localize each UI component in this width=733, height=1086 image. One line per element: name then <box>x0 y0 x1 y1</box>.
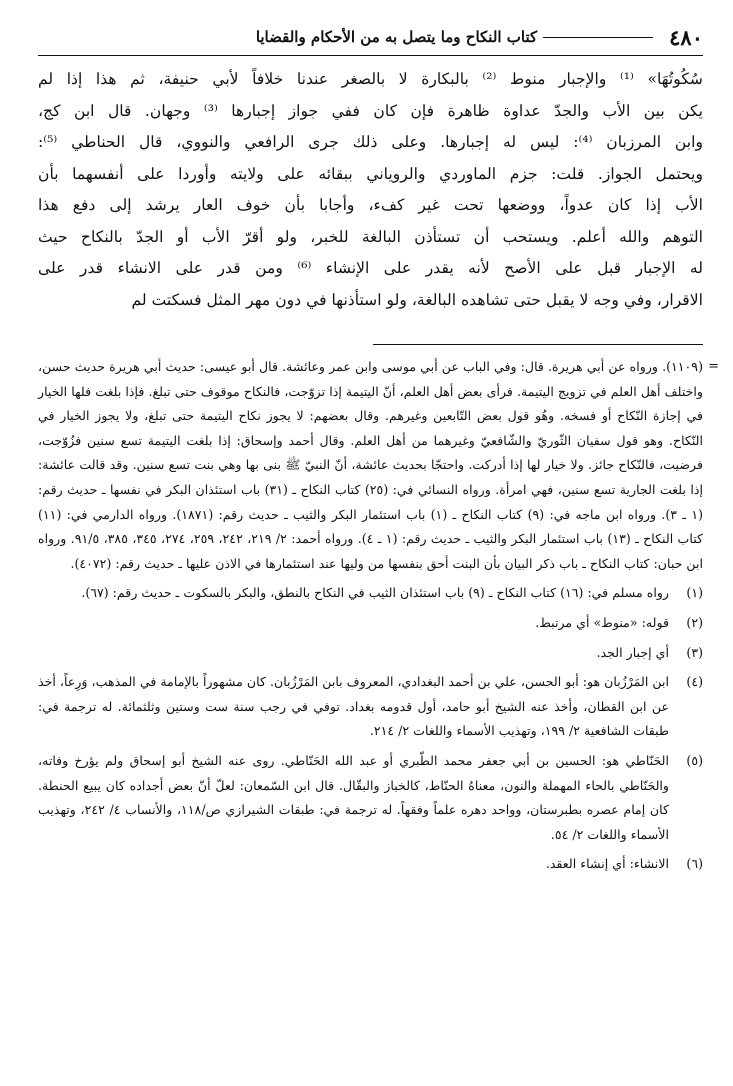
footnote-5 <box>38 749 703 847</box>
footnote-4 <box>38 670 703 744</box>
footnote-number: (٤) <box>686 674 703 690</box>
footnote-text: الحَنّاطي هو: الحسين بن أبي جعفر محمد الطّبري أو عبد الله الحَنّاطي. روى عنه الشيخ أبو إسحاق ولم يؤرخ وفاته، والحَنّاطي بالحاء المهملة والنون، معناهُ الحنّاط، كالخباز والبقّال. قال ابن السّمعان: لعلّ أنّ بعض أجداده كان يبيع الحنطة. كان إمام عصره بطبرستان، وواحد دهره علماً وفقهاً. له ترجمة في: طبقات الشيرازي ص/١١٨، والأنساب ٤/ ٢٤٢، وتهذيب الأسماء واللغات ٢/ ٥٤. <box>38 752 669 842</box>
main-line: يكن بين الأب والجدّ عداوة ظاهرة فإن كان ففي جواز إجبارها ⁽³⁾ وجهان. قال ابن كج، <box>38 101 703 120</box>
footnote-continuation <box>38 355 719 576</box>
book-page <box>38 22 719 1076</box>
footnote-1 <box>38 581 703 606</box>
footnotes <box>38 355 719 877</box>
footnote-text: قوله: «منوط» أي مرتبط. <box>535 614 669 630</box>
main-text <box>38 64 703 316</box>
main-line: التوهم والله أعلم. ويستحب أن تستأذن البالغة للخبر، ولو أقرّ الأب أو الجدّ بالنكاح حيث <box>38 227 703 246</box>
footnote-number: (٣) <box>686 644 703 660</box>
footnote-6 <box>38 852 703 877</box>
footnote-number: (٦) <box>686 856 703 872</box>
footnote-text: الانشاء: أي إنشاء العقد. <box>545 856 669 872</box>
header-dash-rule <box>543 37 653 38</box>
continuation-mark: = <box>708 359 719 374</box>
main-line: سُكُوتُهَا» ⁽¹⁾ والإجبار منوط ⁽²⁾ بالبكارة لا بالصغر عندنا خلافاً لأبي حنيفة، ثم هذا إذا لم <box>38 70 703 88</box>
footnote-text: رواه مسلم في: (١٦) كتاب النكاح ـ (٩) باب استئذان الثيب في النكاح بالنطق، والبكر بالسكوت ـ حديث رقم: (٦٧). <box>81 585 669 601</box>
footnote-3 <box>38 641 703 666</box>
running-title: كتاب النكاح وما يتصل به من الأحكام والقضايا <box>255 28 538 46</box>
page-header <box>38 22 703 56</box>
footnote-text: ابن المَرْزُبان هو: أبو الحسن، علي بن أحمد البغدادي، المعروف بابن المَرْزُبان. كان مشهوراً بالإمامة في المذهب، وَرِعاً، أخذ عن ابن القطان، وأخذ عنه الشيخ أبو حامد، أول قدومه بغداد. توفي في رجب سنة ست وستين وثلثمائة. له ترجمة في: طبقات الشافعية ٢/ ١٩٩، وتهذيب الأسماء واللغات ٢/ ٢١٤. <box>38 674 669 739</box>
footnote-number: (٢) <box>686 614 703 630</box>
main-line: ويحتمل الجواز. قلت: جزم الماوردي والروياني ببقائه على ولايته وأوردا على أنفسهما بأن <box>38 164 703 183</box>
footnote-number: (٥) <box>686 752 703 768</box>
footnote-continuation-text: (١١٠٩). ورواه عن أبي هريرة. قال: وفي الباب عن أبي موسى وابن عمر وعائشة. قال أبو عيسى: حديث أبي هريرة حديث حسن، واختلف أهل العلم في تزويج اليتيمة. فرأى بعض أهل العلم، أنّ اليتيمة إذا تزوّجت، فالنكاح موقوف حتى تبلغ. فإذا بلغت فلها الخيار في إجازة النّكاح أو فسخه. وهُو قول بعض التّابعين وغيرهم. وقال بعضهم: لا يجوز نكاح اليتيمة حتى تبلغ، ولا يجوز الخيار في النّكاح. وهو قول سفيان الثّوريّ والشّافعيّ وغيرهما من أهل العلم. وقال أحمد وإسحاق: إذا بلغت اليتيمة تسع سنين فزُوّجت، فرضيت، فالنّكاح جائز. ولا خيار لها إذا أدركت. واحتجّا بحديث عائشة، أنّ النبيّ ﷺ بنى بها وهي بنت تسع سنين. وقد قالت عائشة: إذا بلغت الجارية تسع سنين، فهي امرأة. ورواه النسائي في: (٢٥) كتاب النكاح ـ (٣١) باب استئذان البكر في نفسها ـ حديث رقم: (١ ـ ٣). ورواه ابن ماجه في: (٩) كتاب النكاح ـ (١) باب استئمار البكر والثيب ـ حديث رقم: (١٨٧١). ورواه الدارمي في: (١١) كتاب النكاح ـ (١٣) باب استئمار البكر والثيب ـ حديث رقم: (١ ـ ٤). ورواه أحمد: ٢/ ٢١٩، ٢٤٢، ٢٥٩، ٢٧٤، ٣٤٥، ٣٨٥، ٩١/٥. ورواه ابن حبان: كتاب النكاح ـ باب ذكر البيان بأن البنت أحق بنفسها من وليها عند استئمارها في الاذن عليها ـ حديث رقم: (٤٠٧٢). <box>38 359 704 571</box>
footnote-number: (١) <box>686 585 703 601</box>
main-line: الاقرار، وفي وجه لا يقبل حتى تشاهده البالغة، ولو استأذنها في دون مهر المثل فسكتت لم <box>131 290 703 309</box>
footnote-2 <box>38 611 703 636</box>
main-line: الأب إذا كان عدواً، ووضعها تحت غير كفء، وأجابا بأن خوف العار يرشد إلى دفع هذا <box>38 196 703 214</box>
footnote-separator <box>373 344 703 345</box>
footnote-text: أي إجبار الجد. <box>596 644 669 660</box>
main-line: وابن المرزبان ⁽⁴⁾: ليس له إجبارها. وعلى ذلك جرى الرافعي والنووي، قال الحناطي ⁽⁵⁾: <box>38 133 704 151</box>
main-line: له الإجبار قبل على الأصح لأنه يقدر على الإنشاء ⁽⁶⁾ ومن قدر على الانشاء قدر على <box>38 259 704 277</box>
page-number: ٤٨٠ <box>669 24 703 50</box>
